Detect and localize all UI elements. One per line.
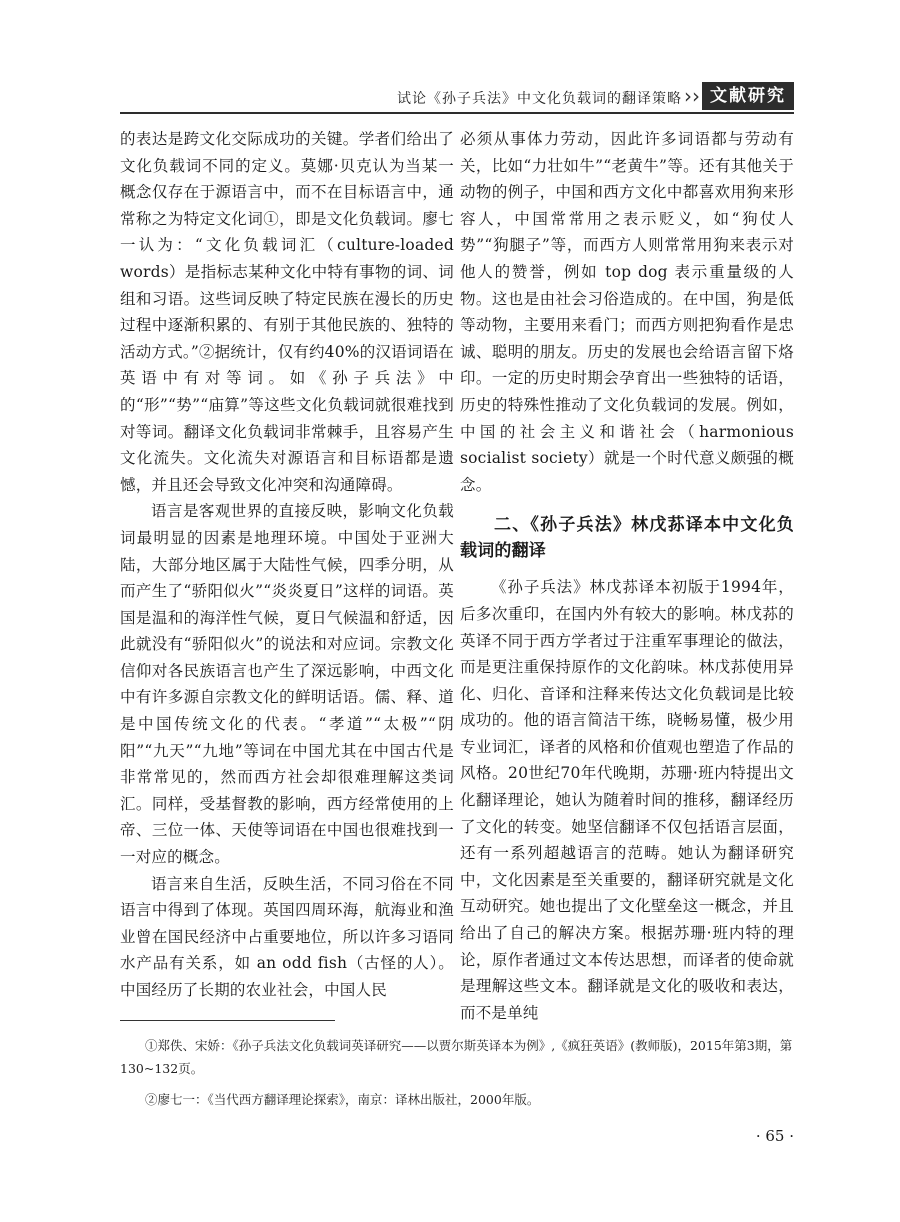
page-number: · 65 · bbox=[755, 1127, 794, 1145]
footnote-1: ①郑佚、宋娇：《孙子兵法文化负载词英译研究——以贾尔斯英译本为例》,《疯狂英语》(教师版)，2015年第3期，第130~132页。 bbox=[120, 1038, 793, 1076]
body-paragraph: 的表达是跨文化交际成功的关键。学者们给出了文化负载词不同的定义。莫娜·贝克认为当某一概念仅存在于源语言中，而不在目标语言中，通常称之为特定文化词①，即是文化负载词。廖七一认为：“文化负载词汇（culture-loaded words）是指标志某种文化中特有事物的词、词组和习语。这些词反映了特定民族在漫长的历史过程中逐渐积累的、有别于其他民族的、独特的活动方式。”②据统计，仅有约40%的汉语词语在英语中有对等词。如《孙子兵法》中的“形”“势”“庙算”等这些文化负载词就很难找到对等词。翻译文化负载词非常棘手，且容易产生文化流失。文化流失对源语言和目标语都是遗憾，并且还会导致文化冲突和沟通障碍。 bbox=[120, 130, 454, 494]
footnote-divider bbox=[120, 1020, 335, 1021]
right-column bbox=[460, 126, 794, 1026]
footnotes bbox=[120, 1034, 794, 1119]
section-label-badge: 文献研究 bbox=[702, 82, 794, 110]
header-rule bbox=[120, 112, 794, 114]
section-heading: 二、《孙子兵法》林戊荪译本中文化负载词的翻译 bbox=[460, 515, 794, 562]
body-paragraph: 语言来自生活，反映生活，不同习俗在不同语言中得到了体现。英国四周环海，航海业和渔业曾在国民经济中占重要地位，所以许多习语同水产品有关系，如 an odd fish（古怪的人）。中国经历了长期的农业社会，中国人民 bbox=[120, 874, 454, 999]
running-title: 试论《孙子兵法》中文化负载词的翻译策略 bbox=[397, 91, 682, 107]
body-paragraph: 《孙子兵法》林戊荪译本初版于1994年，后多次重印，在国内外有较大的影响。林戊荪的英译不同于西方学者过于注重军事理论的做法，而是更注重保持原作的文化韵味。林戊荪使用异化、归化、音译和注释来传达文化负载词是比较成功的。他的语言简洁干练，晓畅易懂，极少用专业词汇，译者的风格和价值观也塑造了作品的风格。20世纪70年代晚期，苏珊·班内特提出文化翻译理论，她认为随着时间的推移，翻译经历了文化的转变。她坚信翻译不仅包括语言层面，还有一系列超越语言的范畴。她认为翻译研究中，文化因素是至关重要的，翻译研究就是文化互动研究。她也提出了文化壁垒这一概念，并且给出了自己的解决方案。根据苏珊·班内特的理论，原作者通过文本传达思想，而译者的使命就是理解这些文本。翻译就是文化的吸收和表达，而不是单纯 bbox=[460, 578, 794, 1022]
body-paragraph: 必须从事体力劳动，因此许多词语都与劳动有关，比如“力壮如牛”“老黄牛”等。还有其他关于动物的例子，中国和西方文化中都喜欢用狗来形容人，中国常常用之表示贬义，如“狗仗人势”“狗腿子”等，而西方人则常常用狗来表示对他人的赞誉，例如 top dog 表示重量级的人物。这也是由社会习俗造成的。在中国，狗是低等动物，主要用来看门；而西方则把狗看作是忠诚、聪明的朋友。历史的发展也会给语言留下烙印。一定的历史时期会孕育出一些独特的话语，历史的特殊性推动了文化负载词的发展。例如，中国的社会主义和谐社会（harmonious socialist society）就是一个时代意义颇强的概念。 bbox=[460, 130, 794, 494]
double-chevron-icon: ›› bbox=[684, 84, 700, 108]
footnote-2: ②廖七一：《当代西方翻译理论探索》，南京：译林出版社，2000年版。 bbox=[145, 1092, 540, 1107]
body-paragraph: 语言是客观世界的直接反映，影响文化负载词最明显的因素是地理环境。中国处于亚洲大陆，大部分地区属于大陆性气候，四季分明，从而产生了“骄阳似火”“炎炎夏日”这样的词语。英国是温和的海洋性气候，夏日气候温和舒适，因此就没有“骄阳似火”的说法和对应词。宗教文化信仰对各民族语言也产生了深远影响，中西文化中有许多源自宗教文化的鲜明话语。儒、释、道是中国传统文化的代表。“孝道”“太极”“阴阳”“九天”“九地”等词在中国尤其在中国古代是非常常见的，然而西方社会却很难理解这类词汇。同样，受基督教的影响，西方经常使用的上帝、三位一体、天使等词语在中国也很难找到一一对应的概念。 bbox=[120, 502, 454, 867]
running-header bbox=[120, 82, 794, 114]
left-column bbox=[120, 126, 454, 1004]
